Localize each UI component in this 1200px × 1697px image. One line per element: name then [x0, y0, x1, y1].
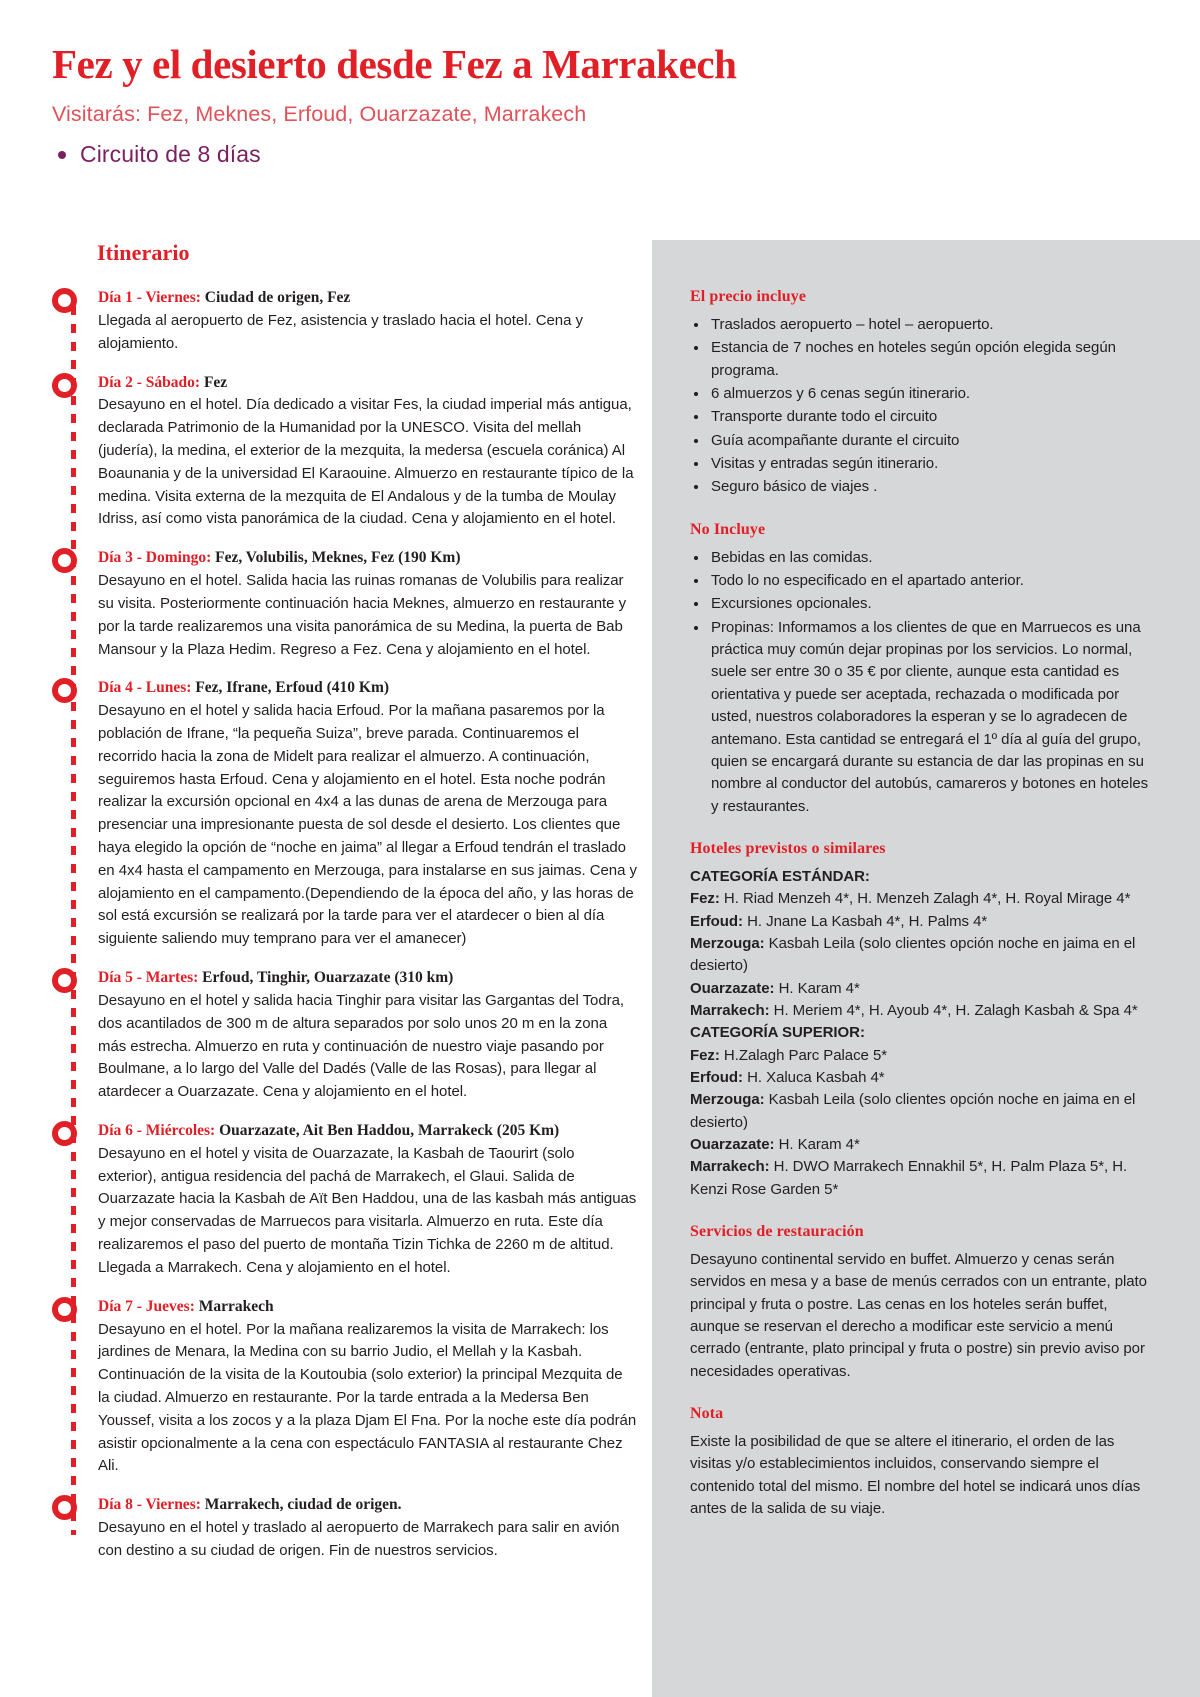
itinerary-day-label: Día 7 - Jueves:: [98, 1297, 195, 1315]
hotel-entry: [690, 1089, 1152, 1134]
itinerary-day: [98, 678, 637, 951]
itinerary-day-label: Día 2 - Sábado:: [98, 373, 201, 391]
itinerary-day-route: Erfoud, Tinghir, Ouarzazate (310 km): [198, 969, 454, 987]
itinerary-day-title: [98, 678, 637, 699]
itinerary-days: [98, 288, 637, 1563]
itinerary-day-route: Fez: [200, 373, 228, 391]
timeline-dot-icon: [52, 1121, 77, 1146]
itinerary-day-title: [98, 548, 637, 569]
itinerary-day: [98, 1121, 637, 1280]
excludes-heading: No Incluye: [690, 520, 766, 538]
includes-item: Estancia de 7 noches en hoteles según opción elegida según programa.: [690, 337, 1152, 382]
hotel-city-label: Erfoud:: [690, 912, 743, 930]
itinerary-day-body: Desayuno en el hotel. Día dedicado a visitar Fes, la ciudad imperial más antigua, declarada Patrimonio de la Humanidad por la UNESCO. Visita del mellah (judería), la medina, el exterior de la mezquita, la medersa (escuela coránica) Al Boaunania y de la universidad El Karaouine. Almuerzo en restaurante típico de la medina. Visita externa de la mezquita de El Andalous y de la tumba de Moulay Idriss, así como vista panorámica de la ciudad. Cena y alojamiento en el hotel.: [98, 396, 634, 528]
hotel-city-label: Merzouga:: [690, 1091, 765, 1109]
page-content: [0, 240, 1200, 1697]
itinerary-day-label: Día 3 - Domingo:: [98, 549, 212, 567]
itinerary-day-label: Día 6 - Miércoles:: [98, 1121, 216, 1139]
hotel-city-label: Merzouga:: [690, 934, 765, 952]
itinerary-day-body: Desayuno en el hotel y salida hacia Erfoud. Por la mañana pasaremos por la población de Ifrane, “la pequeña Suiza”, breve parada. Continuaremos el recorrido hacia la zona de Midelt para realizar el almuerzo. A continuación, seguiremos hasta Erfoud. Cena y alojamiento en el hotel. Esta noche podrán realizar la excursión opcional en 4x4 a las dunas de arena de Merzouga para presenciar una impresionante puesta de sol desde el desierto. Los clientes que haya elegido la opción de “noche en jaima” al llegar a Erfoud tendrán el traslado en 4x4 hasta el campamento en Merzouga, para instalarse en sus jaimas. Cena y alojamiento en el campamento.(Dependiendo de la época del año, y las horas de sol está excursión se realizará por la tarde para ver el atardecer o bien al día siguiente saliendo muy temprano para ver el amanecer): [98, 702, 637, 948]
page-title: Fez y el desierto desde Fez a Marrakech: [52, 41, 737, 87]
hotel-entry: [690, 1045, 1152, 1067]
itinerary-day-route: Fez, Ifrane, Erfoud (410 Km): [191, 679, 390, 697]
timeline-dot-icon: [52, 373, 77, 398]
timeline-rail-icon: [71, 306, 76, 1535]
hotel-names: H. Karam 4*: [774, 979, 860, 997]
timeline-dot-icon: [52, 288, 77, 313]
itinerary-day-route: Fez, Volubilis, Meknes, Fez (190 Km): [211, 549, 461, 567]
note-heading: Nota: [690, 1405, 724, 1423]
itinerary-day-route: Marrakech, ciudad de origen.: [200, 1496, 402, 1514]
excludes-item: Todo lo no especificado en el apartado anterior.: [690, 570, 1152, 592]
page-header: [0, 0, 1200, 168]
includes-item: 6 almuerzos y 6 cenas según itinerario.: [690, 383, 1152, 405]
includes-item: Traslados aeropuerto – hotel – aeropuerto.: [690, 314, 1152, 336]
hotel-city-label: Ouarzazate:: [690, 979, 775, 997]
itinerary-day-body: Desayuno en el hotel. Por la mañana realizaremos la visita de Marrakech: los jardines de Menara, la Medina con su barrio Judio, el Mellah y la Kasbah. Continuación de la visita de la Koutoubia (solo exterior) la principal Mezquita de la ciudad. Almuerzo en restaurante. Por la tarde entrada a la Medersa Ben Youssef, visita a los zocos y a la plaza Djam El Fna. Por la noche este día podrán asistir opcionalmente a la cena con espectáculo FANTASIA al restaurante Chez Ali.: [98, 1320, 637, 1475]
itinerary-day-body: Desayuno en el hotel. Salida hacia las ruinas romanas de Volubilis para realizar su visita. Posteriormente continuación hacia Meknes, almuerzo en restaurante y por la tarde realizaremos una visita panorámica de su Medina, la puerta de Bab Mansour y la Plaza Hedim. Regreso a Fez. Cena y alojamiento en el hotel.: [98, 572, 627, 658]
includes-item: Visitas y entradas según itinerario.: [690, 453, 1152, 475]
hotel-entry: [690, 1156, 1152, 1201]
hotel-names: Kasbah Leila (solo clientes opción noche en jaima en el desierto): [690, 1091, 1136, 1131]
itinerary-day-body: Desayuno en el hotel y visita de Ouarzazate, la Kasbah de Taourirt (solo exterior), antigua residencia del pachá de Marrakech, el Glaui. Salida de Ouarzazate hacia la Kasbah de Aït Ben Haddou, una de las kasbah más antiguas y mejor conservadas de Marruecos para visitarla. Almuerzo en ruta. Este día realizaremos el paso del puerto de montaña Tizin Tichka de 2260 m de altitud. Llegada a Marrakech. Cena y alojamiento en el hotel.: [98, 1144, 637, 1276]
itinerary-day-label: Día 4 - Lunes:: [98, 679, 192, 697]
itinerary-day: [98, 1495, 637, 1563]
hotel-entry: [690, 911, 1152, 933]
itinerary-day-body: Desayuno en el hotel y traslado al aeropuerto de Marrakech para salir en avión con destino a su ciudad de origen. Fin de nuestros servicios.: [98, 1519, 620, 1559]
itinerary-day-title: [98, 1495, 637, 1516]
destinations-subtitle: Visitarás: Fez, Meknes, Erfoud, Ouarzazate, Marrakech: [52, 102, 587, 127]
itinerary-day-title: [98, 288, 637, 309]
catering-heading: Servicios de restauración: [690, 1223, 864, 1241]
hotel-category-title: CATEGORÍA SUPERIOR:: [690, 1024, 865, 1042]
itinerary-day: [98, 548, 637, 661]
itinerary-day-title: [98, 373, 637, 394]
excludes-list: [690, 547, 1152, 818]
itinerary-day: [98, 373, 637, 532]
bullet-icon: [58, 151, 66, 159]
itinerary-day: [98, 1297, 637, 1479]
hotel-city-label: Fez:: [690, 890, 720, 908]
hotels-heading: Hoteles previstos o similares: [690, 839, 886, 857]
timeline-dot-icon: [52, 1297, 77, 1322]
itinerary-day-body: Desayuno en el hotel y salida hacia Tinghir para visitar las Gargantas del Todra, dos acantilados de 300 m de altura separados por solo unos 20 m en la zona más estrecha. Almuerzo en ruta y continuación de nuestro viaje pasando por Boulmane, a lo largo del Valle del Dadés (Valle de las Rosas), para llegar al atardecer a Ouarzazate. Cena y alojamiento en el hotel.: [98, 991, 624, 1101]
itinerary-day-label: Día 5 - Martes:: [98, 969, 199, 987]
circuit-duration-label: Circuito de 8 días: [80, 141, 261, 168]
itinerary-day-body: Llegada al aeropuerto de Fez, asistencia y traslado hacia el hotel. Cena y alojamiento.: [98, 311, 583, 352]
note-text: Existe la posibilidad de que se altere el itinerario, el orden de las visitas y/o establecimientos incluidos, conservando siempre el contenido total del mismo. El nombre del hotel se indicará unos días antes de la salida de su viaje.: [690, 1433, 1141, 1518]
hotel-city-label: Marrakech:: [690, 1001, 770, 1019]
itinerary-day-title: [98, 968, 637, 989]
timeline-dot-icon: [52, 1495, 77, 1520]
itinerary-day-route: Marrakech: [194, 1297, 274, 1315]
hotel-names: H. Karam 4*: [774, 1136, 860, 1153]
itinerary-day-label: Día 8 - Viernes:: [98, 1496, 201, 1514]
hotel-names: H. Meriem 4*, H. Ayoub 4*, H. Zalagh Kasbah & Spa 4*: [769, 1001, 1138, 1019]
hotel-entry: [690, 1000, 1152, 1022]
includes-list: [690, 314, 1152, 499]
itinerary-column: [52, 240, 637, 1580]
itinerary-day-label: Día 1 - Viernes:: [98, 289, 201, 306]
hotel-city-label: Ouarzazate:: [690, 1136, 775, 1153]
hotel-entry: [690, 1067, 1152, 1089]
itinerary-heading: Itinerario: [97, 240, 190, 265]
hotel-city-label: Erfoud:: [690, 1068, 743, 1086]
hotel-names: Kasbah Leila (solo clientes opción noche en jaima en el desierto): [690, 934, 1136, 975]
hotel-entry: [690, 933, 1152, 978]
hotel-names: H. DWO Marrakech Ennakhil 5*, H. Palm Plaza 5*, H. Kenzi Rose Garden 5*: [690, 1158, 1128, 1198]
hotel-entry: [690, 888, 1152, 910]
hotel-entry: [690, 1134, 1152, 1156]
includes-item: Seguro básico de viajes .: [690, 476, 1152, 498]
itinerary-timeline: [52, 288, 637, 1563]
catering-text: Desayuno continental servido en buffet. Almuerzo y cenas serán servidos en mesa y a base de menús cerrados con un entrante, plato principal y fruta o postre. Las cenas en los hoteles serán buffet, aunque se reservan el derecho a modificar este servicio a menú cerrado (entrante, plato principal y fruta o postre) sin previo aviso por necesidades operativas.: [690, 1251, 1147, 1380]
timeline-dot-icon: [52, 968, 77, 993]
info-sidebar: [652, 240, 1200, 1697]
itinerary-day-title: [98, 1121, 637, 1142]
hotel-city-label: Fez:: [690, 1046, 720, 1064]
hotel-names: H. Riad Menzeh 4*, H. Menzeh Zalagh 4*, H. Royal Mirage 4*: [719, 890, 1131, 908]
itinerary-day-route: Ciudad de origen, Fez: [200, 289, 351, 306]
hotel-names: H. Jnane La Kasbah 4*, H. Palms 4*: [742, 912, 988, 930]
excludes-item: Bebidas en las comidas.: [690, 547, 1152, 569]
circuit-duration: [58, 141, 1148, 168]
includes-item: Guía acompañante durante el circuito: [690, 430, 1152, 452]
hotel-category-title: CATEGORÍA ESTÁNDAR:: [690, 867, 870, 885]
hotel-entry: [690, 978, 1152, 1000]
itinerary-day-route: Ouarzazate, Ait Ben Haddou, Marrakeck (205 Km): [215, 1121, 560, 1139]
excludes-item: Excursiones opcionales.: [690, 593, 1152, 615]
hotels-list: [690, 866, 1152, 1201]
excludes-item: Propinas: Informamos a los clientes de que en Marruecos es una práctica muy común dejar propinas por los servicios. Lo normal, suele ser entre 30 o 35 € por cliente, aunque esta cantidad es orientativa y puede ser aceptada, rechazada o modificada por usted, nuestros colaboradores la esperan y se lo agradecen de antemano. Esta cantidad se entregará el 1º día al guía del grupo, quien se encargará durante su estancia de dar las propinas en su nombre al conductor del autobús, camareros y botones en hoteles y restaurantes.: [690, 617, 1152, 818]
itinerary-day-title: [98, 1297, 637, 1318]
hotel-names: H. Xaluca Kasbah 4*: [742, 1068, 885, 1086]
itinerary-day: [98, 288, 637, 356]
itinerary-day: [98, 968, 637, 1104]
hotel-city-label: Marrakech:: [690, 1158, 770, 1176]
hotel-names: H.Zalagh Parc Palace 5*: [719, 1046, 888, 1064]
includes-item: Transporte durante todo el circuito: [690, 406, 1152, 428]
includes-heading: El precio incluye: [690, 288, 807, 305]
